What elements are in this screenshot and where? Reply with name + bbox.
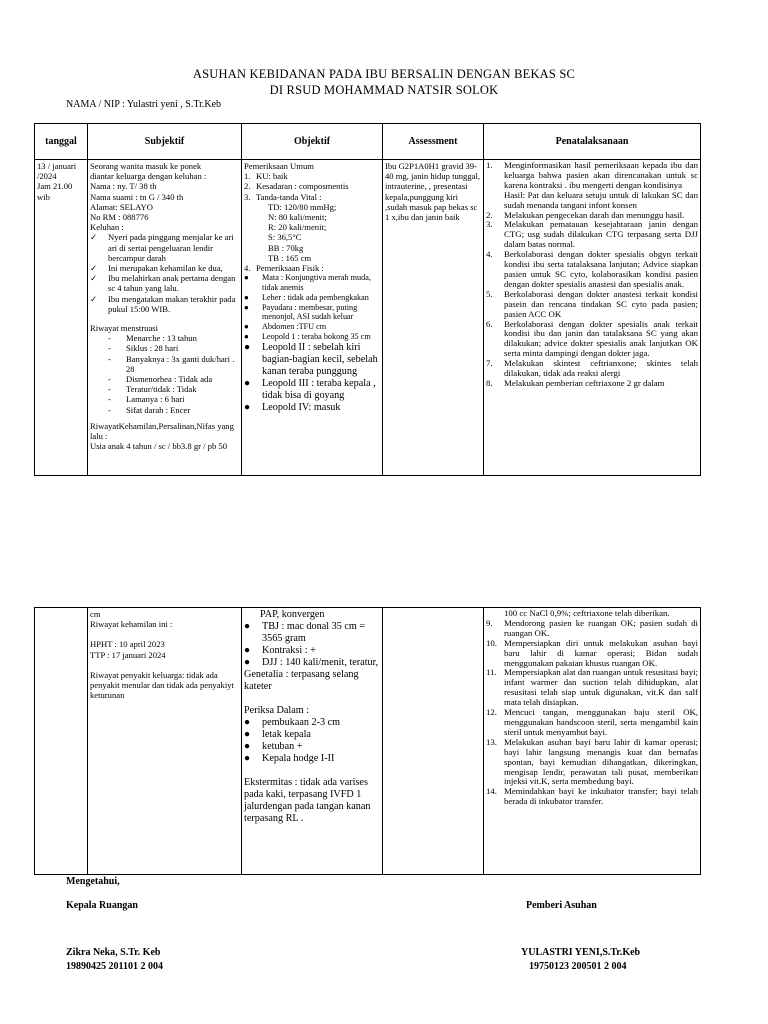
objektif-item-text: Kontraksi : + bbox=[262, 645, 316, 656]
objektif-item-text: KU: baik bbox=[256, 171, 288, 182]
penatalaksanaan-item bbox=[486, 359, 698, 379]
penatalaksanaan-item bbox=[486, 738, 698, 788]
fisik-item-text: Leher : tidak ada pembengkakan bbox=[262, 292, 369, 302]
bullet-icon: ● bbox=[244, 717, 251, 728]
bullet-icon: ● bbox=[244, 322, 249, 332]
periksa-dalam-item bbox=[244, 729, 380, 741]
menstruasi-item bbox=[90, 343, 239, 353]
penatalaksanaan-item-text: Mencuci tangan, menggunakan baju steril OK, menggunakan handscoon steril, serta mengambil kain steril untuk menyambut bayi. bbox=[504, 707, 698, 737]
table-row bbox=[35, 160, 701, 476]
penatalaksanaan-item-text: Hasil: Pat dan keluara setuju untuk di lakukan SC dan sudah menanda tangani infont konsen bbox=[504, 189, 698, 210]
subjektif-line: diantar keluarga dengan keluhan : bbox=[90, 171, 207, 182]
list-number: 3. bbox=[244, 191, 251, 202]
list-number: 10. bbox=[486, 637, 497, 648]
list-number: 2. bbox=[244, 181, 251, 192]
cell-assessment bbox=[383, 608, 484, 875]
list-number: 9. bbox=[486, 617, 493, 628]
cell-assessment bbox=[383, 160, 484, 476]
periksa-dalam-item bbox=[244, 717, 380, 729]
bullet-icon: ● bbox=[244, 621, 251, 632]
objektif-item bbox=[244, 657, 380, 669]
bullet-icon: ● bbox=[244, 741, 251, 752]
nama-nip: NAMA / NIP : Yulastri yeni , S.Tr.Keb bbox=[66, 99, 222, 110]
keluhan-item bbox=[90, 263, 239, 273]
bullet-icon: ● bbox=[244, 273, 249, 283]
list-number: 2. bbox=[486, 209, 493, 220]
tanggal-line: wib bbox=[37, 191, 50, 202]
leopold-item bbox=[244, 342, 380, 378]
cell-subjektif bbox=[88, 160, 242, 476]
menstruasi-item-text: Siklus : 28 hari bbox=[126, 343, 179, 354]
menstruasi-item bbox=[90, 374, 239, 384]
list-number: 6. bbox=[486, 318, 493, 329]
dash-marker: - bbox=[108, 353, 111, 364]
penatalaksanaan-item bbox=[486, 320, 698, 360]
pemberi-asuhan-name: YULASTRI YENI,S.Tr.Keb bbox=[521, 947, 641, 958]
menstruasi-item-text: Banyaknya : 3x ganti duk/hari . 28 bbox=[126, 353, 235, 374]
leopold-item bbox=[244, 378, 380, 402]
fisik-item bbox=[244, 303, 380, 323]
vital-sign: TD: 120/80 mmHg; bbox=[268, 201, 337, 212]
bullet-icon: ● bbox=[244, 292, 249, 302]
penatalaksanaan-item bbox=[486, 161, 698, 191]
menstruasi-item-text: Menarche : 13 tahun bbox=[126, 333, 197, 344]
periksa-dalam-item-text: Kepala hodge I-II bbox=[262, 753, 335, 764]
periksa-dalam-label: Periksa Dalam : bbox=[244, 705, 310, 716]
vital-sign: S: 36,5°C bbox=[268, 232, 302, 243]
penatalaksanaan-item-text: Melakukan pengecekan darah dan menunggu hasil. bbox=[504, 209, 685, 220]
cell-tanggal bbox=[35, 160, 88, 476]
cell-objektif bbox=[242, 160, 383, 476]
penatalaksanaan-item-text: Mempersiapkan alat dan ruangan untuk resusitasi bayi; infant warmer dan suction telah dihidupkan, alat resusitasi telah siap untuk digunakan, vit.K dan salf mata telah disiapkan. bbox=[504, 667, 698, 708]
menstruasi-item bbox=[90, 333, 239, 343]
objektif-item-text: DJJ : 140 kali/menit, teratur, bbox=[262, 657, 379, 668]
penatalaksanaan-item-text: Memindahkan bayi ke inkubator transfer; bayi telah berada di inkubator transfer. bbox=[504, 786, 698, 807]
check-icon: ✓ bbox=[90, 263, 98, 274]
check-icon: ✓ bbox=[90, 232, 98, 243]
tanggal-line: Jam 21.00 bbox=[37, 181, 73, 192]
subjektif-line: Alamat: SELAYO bbox=[90, 201, 153, 212]
list-number: 1. bbox=[244, 171, 251, 182]
list-number: 1. bbox=[486, 160, 493, 170]
asuhan-table-page2 bbox=[34, 607, 701, 875]
periksa-dalam-item bbox=[244, 753, 380, 765]
document-title-line1: ASUHAN KEBIDANAN PADA IBU BERSALIN DENGAN BEKAS SC bbox=[192, 67, 576, 81]
riwayat-kehamilan-line: Usia anak 4 tahun / sc / bb3.8 gr / pb 50 bbox=[90, 441, 228, 452]
fisik-item-text: Payudara : membesar, puting menonjol, ASI sudah keluar bbox=[262, 302, 358, 322]
subjektif-line: TTP : 17 januari 2024 bbox=[90, 649, 166, 660]
penatalaksanaan-item-text: Melakukan skintest ceftrianxone; skintes telah dilakukan, tidak ada reaksi alergi bbox=[504, 358, 698, 379]
penatalaksanaan-item bbox=[486, 290, 698, 320]
pemeriksaan-fisik: 4. Pemeriksaan Fisik : bbox=[244, 263, 324, 274]
table-header-row bbox=[35, 124, 701, 160]
objektif-item-text: TBJ : mac donal 35 cm = 3565 gram bbox=[262, 621, 366, 644]
assessment-text: Ibu G2P1A0H1 gravid 39-40 mg, janin hidup tunggal, intrauterine, , presentasi kepala,punggung kiri ,sudah masuk pap bekas sc 1 x,ibu dan janin baik bbox=[385, 161, 481, 223]
periksa-dalam-item bbox=[244, 741, 380, 753]
bullet-icon: ● bbox=[244, 377, 251, 389]
keluhan-item bbox=[90, 294, 239, 314]
vital-sign: N: 80 kali/menit; bbox=[268, 212, 327, 223]
dash-marker: - bbox=[108, 343, 111, 354]
kepala-ruangan-label: Kepala Ruangan bbox=[66, 900, 138, 911]
list-number bbox=[486, 191, 504, 211]
penatalaksanaan-item-text: Melakukan pematauan kesejahtaraan janin dengan CTG; usg sudah dilakukan CTG terpasang serta DJJ dalam batas normal. bbox=[504, 219, 698, 250]
subjektif-line: HPHT : 10 april 2023 bbox=[90, 639, 165, 650]
dash-marker: - bbox=[108, 394, 111, 405]
list-number: 7. bbox=[486, 358, 493, 369]
subjektif-line bbox=[90, 660, 239, 670]
table-row bbox=[35, 608, 701, 875]
genetalia: Genetalia : terpasang selang kateter bbox=[244, 669, 359, 692]
list-number: 3. bbox=[486, 219, 493, 230]
list-number: 4. bbox=[486, 249, 493, 260]
penatalaksanaan-item bbox=[486, 619, 698, 639]
fisik-item-text: Mata : Konjungtiva merah muda, tidak anemis bbox=[262, 273, 371, 293]
header-objektif: Objektif bbox=[242, 124, 383, 160]
periksa-dalam-item-text: ketuban + bbox=[262, 741, 303, 752]
fisik-item bbox=[244, 322, 380, 332]
bullet-icon: ● bbox=[244, 729, 251, 740]
pemberi-asuhan-label: Pemberi Asuhan bbox=[526, 900, 597, 911]
ekstermitas: Ekstermitas : tidak ada varises pada kaki, terpasang IVFD 1 jalurdengan pada tangan kanan terpasang RL . bbox=[244, 777, 371, 824]
penatalaksanaan-item-text: Mendorong pasien ke ruangan OK; pasien sudah di ruangan OK. bbox=[504, 617, 698, 638]
penatalaksanaan-item-text: Melakukan pemberian ceftriaxone 2 gr dalam bbox=[504, 377, 665, 388]
dash-marker: - bbox=[108, 404, 111, 415]
subjektif-line: Nama suami : tn G / 340 th bbox=[90, 191, 184, 202]
objektif-item bbox=[244, 181, 380, 191]
penatalaksanaan-item-text: Melakukan asuhan bayi baru lahir di kamar operasi; bayi lahir langsung menangis kuat dan bernafas spontan, bayi kemudian dihangatkan, dikeringkan, mengisap lendir, perawatan tali pusat, memberikan injeksi vit.K, serta membedung bayi. bbox=[504, 736, 698, 787]
keluhan-item-text: Nyeri pada pinggang menjalar ke ari ari di sertai pengeluaran lendir bercampur darah bbox=[108, 232, 234, 263]
mengetahui-label: Mengetahui, bbox=[66, 876, 120, 887]
subjektif-line: Nama : ny. T/ 38 th bbox=[90, 181, 157, 192]
list-number: 13. bbox=[486, 736, 497, 747]
bullet-icon: ● bbox=[244, 341, 251, 353]
penatalaksanaan-item bbox=[486, 787, 698, 807]
cell-penatalaksanaan bbox=[484, 608, 701, 875]
list-number: 14. bbox=[486, 786, 497, 797]
penatalaksanaan-item-text: Berkolaborasi dengan dokter anastesi terkait kondisi pasein dan rencana tindakan SC cyto pada pasien; pasien ACC OK bbox=[504, 288, 698, 319]
bullet-icon: ● bbox=[244, 332, 249, 342]
dash-marker: - bbox=[108, 333, 111, 344]
keluhan-item-text: Ibu melahirkan anak pertama dengan sc 4 tahun yang lalu. bbox=[108, 273, 236, 294]
dash-marker: - bbox=[108, 384, 111, 395]
penatalaksanaan-item bbox=[486, 708, 698, 738]
header-penatalaksanaan: Penatalaksanaan bbox=[484, 124, 701, 160]
keluhan-item bbox=[90, 273, 239, 293]
penatalaksanaan-item bbox=[486, 250, 698, 290]
cell-objektif bbox=[242, 608, 383, 875]
fisik-item bbox=[244, 273, 380, 293]
penatalaksanaan-item-text: Berkolaborasi dengan dokter spesialis anak terkait kondisi ibu dan janin dan tatalaksana SC yang akan dilakukan; advice dokter spesialis anak lanjutkan OK serta minta dampingi dengan dokter jaga. bbox=[504, 318, 698, 359]
leopold-item-text: Leopold IV: masuk bbox=[262, 401, 341, 413]
list-number: 8. bbox=[486, 377, 493, 388]
subjektif-line bbox=[90, 629, 239, 639]
fisik-item bbox=[244, 293, 380, 303]
vital-sign: TB : 165 cm bbox=[268, 252, 312, 263]
header-subjektif: Subjektif bbox=[88, 124, 242, 160]
list-number: 5. bbox=[486, 288, 493, 299]
list-number: 11. bbox=[486, 667, 497, 678]
penatalaksanaan-item bbox=[486, 191, 698, 211]
subjektif-line: Seorang wanita masuk ke ponek bbox=[90, 161, 202, 171]
riwayat-kehamilan-label: RiwayatKehamilan,Persalinan,Nifas yang lalu : bbox=[90, 420, 234, 442]
pemeriksaan-umum-label: Pemeriksaan Umum bbox=[244, 161, 314, 171]
check-icon: ✓ bbox=[90, 293, 98, 304]
penatalaksanaan-item bbox=[486, 668, 698, 708]
penatalaksanaan-item bbox=[486, 220, 698, 250]
penatalaksanaan-item-text: 100 cc NaCl 0,9%; ceftriaxone telah diberikan. bbox=[504, 608, 670, 618]
objektif-item-text: Kesadaran : composmentis bbox=[256, 181, 349, 192]
dash-marker: - bbox=[108, 374, 111, 385]
leopold-item-text: Leopold II : sebelah kiri bagian-bagian kecil, sebelah kanan teraba punggung bbox=[262, 341, 378, 377]
list-number: 12. bbox=[486, 707, 497, 718]
objektif-item bbox=[244, 645, 380, 657]
bullet-icon: ● bbox=[244, 645, 251, 656]
menstruasi-item-text: Sifat darah : Encer bbox=[126, 404, 191, 415]
objektif-item bbox=[244, 192, 380, 202]
subjektif-line: Riwayat penyakit keluarga: tidak ada penyakit menular dan tidak ada penyakiyt keturunan bbox=[90, 669, 234, 701]
objektif-pap: PAP, konvergen bbox=[260, 609, 325, 620]
cell-subjektif bbox=[88, 608, 242, 875]
penatalaksanaan-item-text: Menginformasikan hasil pemeriksaan kepada ibu dan keluarga bahwa pasien akan direncanakan untuk sc karena kontraksi . ibu mengerti dengan kondisinya bbox=[504, 160, 698, 190]
subjektif-line: cm bbox=[90, 609, 101, 619]
penatalaksanaan-item-text: Berkolaborasi dengan dokter spesialis obgyn terkait kondisi ibu serta tatalaksana lanjutan; Advice siapkan pasien untuk SC cyto, kolaborasikan kondisi pasien dengan dokter spesialis anastesi dan spesialis anak. bbox=[504, 249, 698, 289]
leopold-item bbox=[244, 402, 380, 414]
cell-tanggal bbox=[35, 608, 88, 875]
menstruasi-item-text: Lamanya : 6 hari bbox=[126, 394, 185, 405]
keluhan-item-text: Ini merupakan kehamilan ke dua, bbox=[108, 263, 223, 274]
penatalaksanaan-item bbox=[486, 379, 698, 389]
header-tanggal: tanggal bbox=[35, 124, 88, 160]
subjektif-line: Keluhan : bbox=[90, 222, 124, 233]
bullet-icon: ● bbox=[244, 657, 251, 668]
menstruasi-item bbox=[90, 405, 239, 415]
vital-sign: R: 20 kali/menit; bbox=[268, 222, 327, 233]
pemberi-asuhan-nip: 19750123 200501 2 004 bbox=[529, 961, 627, 972]
header-assessment: Assessment bbox=[383, 124, 484, 160]
keluhan-item bbox=[90, 232, 239, 263]
check-icon: ✓ bbox=[90, 273, 98, 284]
menstruasi-item bbox=[90, 354, 239, 374]
penatalaksanaan-item bbox=[486, 639, 698, 669]
keluhan-item-text: Ibu mengatakan makan terakhir pada pukul 15:00 WIB. bbox=[108, 293, 236, 314]
cell-penatalaksanaan bbox=[484, 160, 701, 476]
objektif-item bbox=[244, 621, 380, 645]
subjektif-line: Riwayat kehamilan ini : bbox=[90, 619, 173, 630]
tanggal-line: /2024 bbox=[37, 171, 57, 182]
periksa-dalam-item-text: letak kepala bbox=[262, 729, 311, 740]
vital-sign: BB : 70kg bbox=[268, 242, 304, 253]
menstruasi-item bbox=[90, 394, 239, 404]
bullet-icon: ● bbox=[244, 302, 249, 312]
leopold-item-text: Leopold III : teraba kepala , tidak bisa di goyang bbox=[262, 377, 376, 401]
fisik-item-text: Leopold 1 : teraba bokong 35 cm bbox=[262, 332, 371, 342]
kepala-ruangan-name: Zikra Neka, S.Tr. Keb bbox=[66, 947, 161, 958]
penatalaksanaan-item-text: Mempersiapkan diri untuk melakukan asuhan bayi baru lahir di kamar operasi; Bidan sudah menggunakan pakaian khusus ruangan OK. bbox=[504, 637, 698, 668]
subjektif-line: No RM : 088776 bbox=[90, 212, 149, 223]
asuhan-table-page1 bbox=[34, 123, 701, 476]
menstruasi-item-text: Teratur/tidak : Tidak bbox=[126, 384, 197, 395]
kepala-ruangan-nip: 19890425 201101 2 004 bbox=[66, 961, 163, 972]
objektif-item bbox=[244, 171, 380, 181]
document-title-line2: DI RSUD MOHAMMAD NATSIR SOLOK bbox=[269, 83, 499, 97]
riwayat-menstruasi-label: Riwayat menstruasi bbox=[90, 323, 159, 334]
fisik-item-text: Abdomen :TFU cm bbox=[262, 322, 327, 332]
menstruasi-item-text: Dismenorhea : Tidak ada bbox=[126, 374, 213, 385]
bullet-icon: ● bbox=[244, 401, 251, 413]
periksa-dalam-item-text: pembukaan 2-3 cm bbox=[262, 717, 341, 728]
objektif-item-text: Tanda-tanda Vital : bbox=[256, 191, 322, 202]
menstruasi-item bbox=[90, 384, 239, 394]
tanggal-line: 13 / januari bbox=[37, 161, 77, 171]
bullet-icon: ● bbox=[244, 753, 251, 764]
fisik-item bbox=[244, 332, 380, 342]
